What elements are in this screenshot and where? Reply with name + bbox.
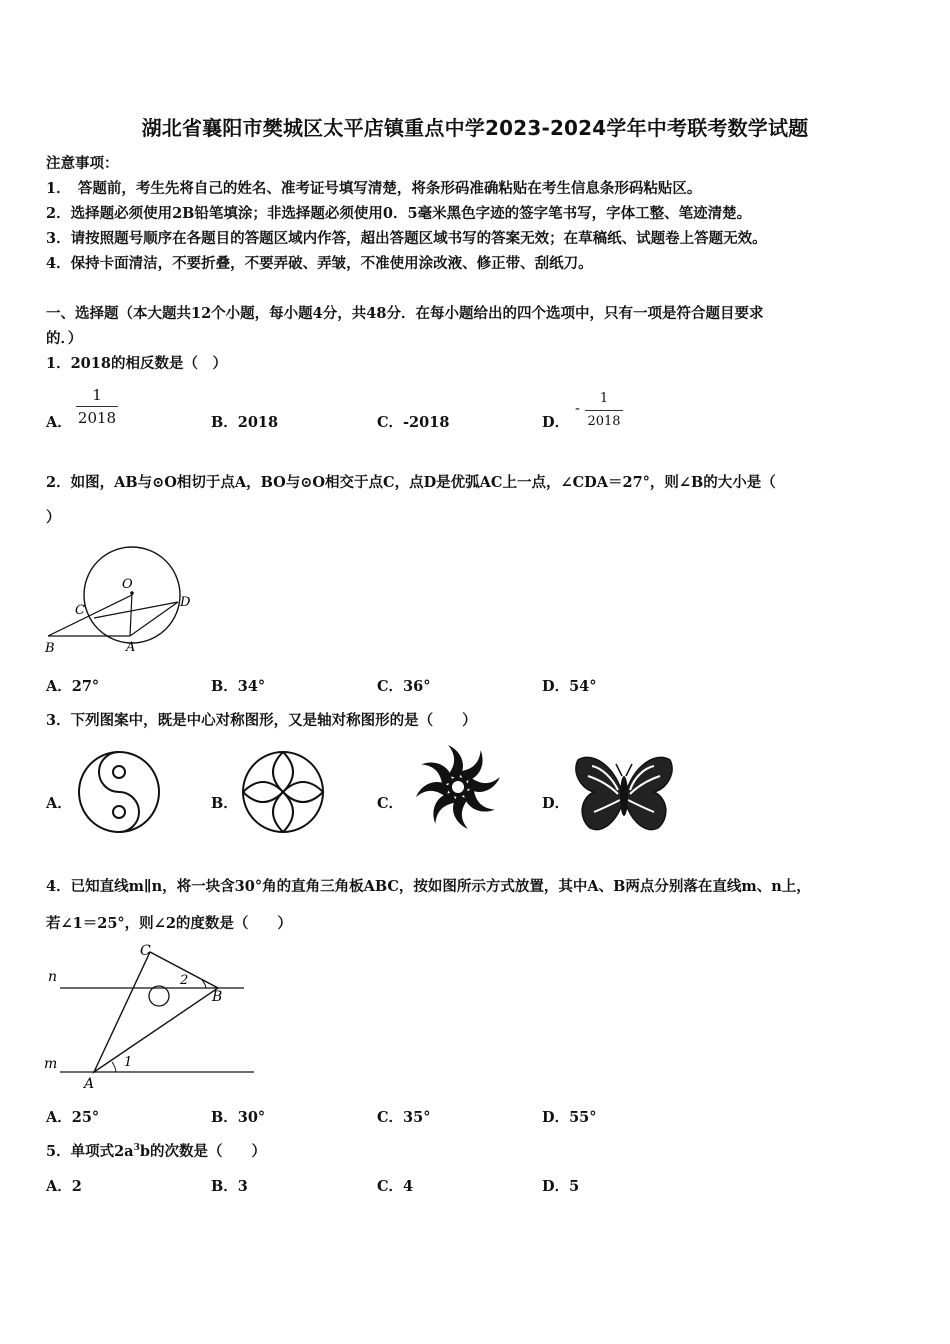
q4-option-d: D．55° xyxy=(542,1109,597,1126)
q1-option-d-fraction xyxy=(585,390,623,431)
fraction-numerator: 1 xyxy=(599,391,609,406)
label-c: C xyxy=(140,943,151,959)
notice-heading: 注意事项： xyxy=(46,155,119,172)
q3-option-b: B． xyxy=(211,795,238,812)
q2-option-d: D．54° xyxy=(542,678,597,695)
q3-stem: 3．下列图案中，既是中心对称图形，又是轴对称图形的是（ ） xyxy=(46,712,477,729)
pinwheel-petals xyxy=(416,745,500,829)
label-m: m xyxy=(44,1056,58,1072)
q5-option-b: B．3 xyxy=(211,1178,248,1195)
four-petal-figure xyxy=(238,748,330,836)
notice-item-4: 4．保持卡面清洁，不要折叠，不要弄破、弄皱，不准使用涂改液、修正带、刮纸刀。 xyxy=(46,255,593,272)
triangle-abc xyxy=(94,952,218,1072)
q1-stem: 1．2018的相反数是（ ） xyxy=(46,355,227,372)
butterfly-figure xyxy=(572,752,676,836)
fraction-denominator: 2018 xyxy=(587,414,621,429)
q5-option-c: C．4 xyxy=(377,1178,414,1195)
triangle-hole xyxy=(149,986,169,1006)
label-b: B xyxy=(45,641,55,656)
label-d: D xyxy=(180,595,191,610)
q5-option-a: A．2 xyxy=(46,1178,82,1195)
q4-stem-cont: 若∠1＝25°，则∠2的度数是（ ） xyxy=(46,915,292,932)
upper-dot xyxy=(113,766,125,778)
q1-option-b: B．2018 xyxy=(211,414,279,431)
fraction-bar xyxy=(76,406,118,407)
yin-yang-figure xyxy=(74,748,166,836)
fraction-bar xyxy=(585,410,623,411)
q5-stem-prefix: 5．单项式2a xyxy=(46,1143,134,1160)
page-title: 湖北省襄阳市樊城区太平店镇重点中学2023-2024学年中考联考数学试题 xyxy=(141,116,809,140)
notice-item-2: 2．选择题必须使用2B铅笔填涂；非选择题必须使用0．5毫米黑色字迹的签字笔书写，字体工整、笔迹清楚。 xyxy=(46,205,752,222)
section-heading-cont: 的．） xyxy=(46,330,83,347)
q4-triangle-figure xyxy=(40,938,260,1090)
label-c: C xyxy=(75,603,85,618)
q2-option-b: B．34° xyxy=(211,678,266,695)
q4-stem: 4．已知直线m∥n，将一块含30°角的直角三角板ABC，按如图所示方式放置，其中A、B两点分别落在直线m、n上， xyxy=(46,878,811,895)
q2-option-a: A．27° xyxy=(46,678,100,695)
antennae xyxy=(616,764,632,776)
q2-circle-figure xyxy=(40,540,210,660)
label-n: n xyxy=(48,969,58,985)
q4-option-b: B．30° xyxy=(211,1109,266,1126)
section-heading: 一、选择题（本大题共12个小题，每小题4分，共48分．在每小题给出的四个选项中，只有一项是符合题目要求 xyxy=(46,305,764,322)
radius-oa xyxy=(130,593,132,636)
q2-stem: 2．如图，AB与⊙O相切于点A，BO与⊙O相交于点C，点D是优弧AC上一点，∠CDA＝27°，则∠B的大小是（ xyxy=(46,474,776,491)
butterfly-body xyxy=(620,776,628,816)
fraction-denominator: 2018 xyxy=(77,409,117,427)
chord-cd xyxy=(94,602,178,618)
q5-option-d: D．5 xyxy=(542,1178,580,1195)
notice-item-3: 3．请按照题号顺序在各题目的答题区域内作答，超出答题区域书写的答案无效；在草稿纸、试题卷上答题无效。 xyxy=(46,230,767,247)
fraction-numerator: 1 xyxy=(92,386,102,404)
lower-dot xyxy=(113,806,125,818)
q1-option-a-label: A． xyxy=(46,414,72,431)
q1-option-d-sign: - xyxy=(575,401,580,417)
q1-option-d-label: D． xyxy=(542,414,570,431)
angle-1-arc xyxy=(112,1062,116,1072)
q5-stem-suffix: b的次数是（ ） xyxy=(139,1143,266,1160)
label-a: A xyxy=(126,640,136,655)
line-bo xyxy=(48,595,132,636)
q3-option-c: C． xyxy=(377,795,404,812)
q4-option-a: A．25° xyxy=(46,1109,100,1126)
q3-option-d: D． xyxy=(542,795,570,812)
s-curve xyxy=(99,752,139,832)
q1-option-a-fraction xyxy=(76,386,118,427)
q2-stem-cont: ） xyxy=(46,509,61,526)
label-a: A xyxy=(84,1076,95,1090)
pinwheel-flower-figure xyxy=(408,740,508,834)
q5-stem xyxy=(46,1140,266,1161)
label-b: B xyxy=(212,989,223,1005)
q5-exponent: 3 xyxy=(133,1143,140,1154)
notice-item-1: 1． 答题前，考生先将自己的姓名、准考证号填写清楚，将条形码准确粘贴在考生信息条形码粘贴区。 xyxy=(46,180,702,197)
label-angle-2: 2 xyxy=(180,973,189,988)
q4-option-c: C．35° xyxy=(377,1109,431,1126)
label-o: O xyxy=(122,577,133,592)
q3-option-a: A． xyxy=(46,795,72,812)
q1-option-c: C．-2018 xyxy=(377,414,450,431)
label-angle-1: 1 xyxy=(124,1055,133,1070)
q2-option-c: C．36° xyxy=(377,678,431,695)
horizontal-petals xyxy=(243,782,323,802)
